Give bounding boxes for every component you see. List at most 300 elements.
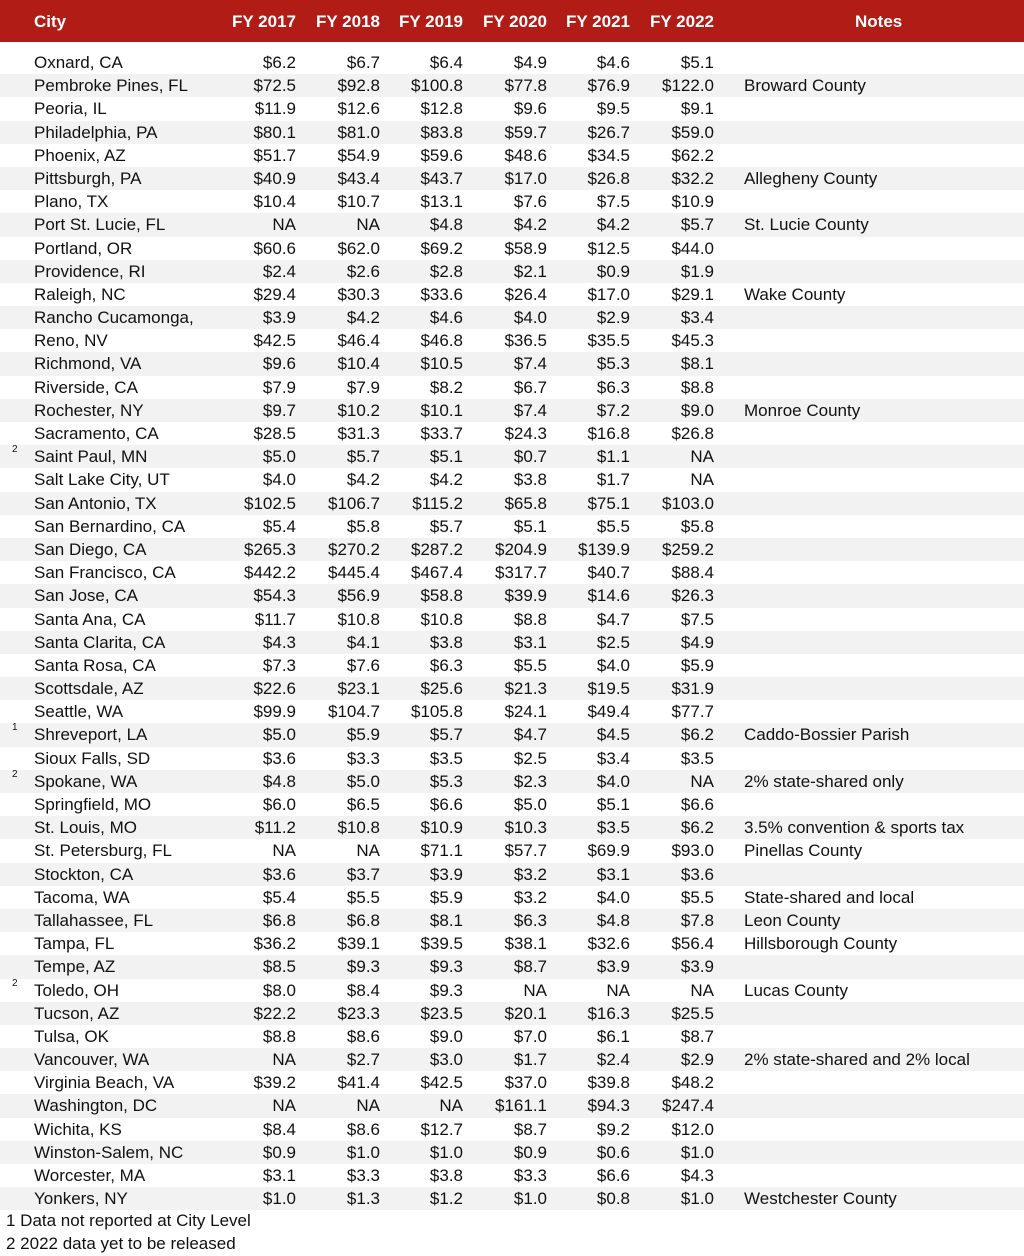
value-cell: $26.7 bbox=[587, 122, 630, 142]
value-cell: $6.3 bbox=[429, 655, 463, 675]
value-cell: $12.0 bbox=[671, 1119, 714, 1139]
value-cell: $22.2 bbox=[253, 1003, 296, 1023]
value-cell: $19.5 bbox=[587, 679, 630, 699]
value-cell: $6.5 bbox=[346, 795, 380, 814]
table-row bbox=[0, 909, 1024, 932]
value-cell: $21.3 bbox=[504, 679, 547, 699]
value-cell: $8.6 bbox=[346, 1119, 380, 1139]
city-cell: Washington, DC bbox=[34, 1096, 158, 1116]
value-cell: $102.5 bbox=[244, 493, 296, 513]
notes-cell: Lucas County bbox=[744, 980, 848, 1000]
value-cell: $35.5 bbox=[587, 331, 630, 351]
notes-cell: 3.5% convention & sports tax bbox=[744, 818, 965, 838]
value-cell: $7.5 bbox=[596, 192, 630, 212]
city-cell: Scottsdale, AZ bbox=[34, 679, 144, 699]
city-cell: Tacoma, WA bbox=[34, 887, 130, 907]
value-cell: $9.6 bbox=[262, 354, 296, 374]
value-cell: $3.8 bbox=[429, 1166, 463, 1185]
value-cell: $4.5 bbox=[596, 725, 630, 745]
notes-cell: Monroe County bbox=[744, 400, 861, 420]
value-cell: $9.0 bbox=[429, 1026, 463, 1046]
value-cell: NA bbox=[690, 470, 714, 490]
value-cell: $8.4 bbox=[346, 980, 380, 1000]
value-cell: $6.6 bbox=[596, 1166, 630, 1185]
value-cell: $81.0 bbox=[337, 122, 380, 142]
header-fy2021: FY 2021 bbox=[566, 12, 630, 31]
value-cell: $9.5 bbox=[596, 99, 630, 119]
value-cell: $6.3 bbox=[513, 910, 547, 930]
city-cell: San Diego, CA bbox=[34, 539, 147, 559]
table-row bbox=[0, 770, 1024, 793]
value-cell: NA bbox=[690, 447, 714, 467]
value-cell: $1.7 bbox=[513, 1050, 547, 1070]
value-cell: $4.3 bbox=[262, 632, 296, 652]
value-cell: $1.9 bbox=[680, 261, 714, 281]
value-cell: $9.3 bbox=[346, 957, 380, 977]
value-cell: $40.7 bbox=[587, 563, 630, 583]
value-cell: $4.2 bbox=[346, 308, 380, 328]
value-cell: $3.5 bbox=[680, 748, 714, 768]
city-cell: Salt Lake City, UT bbox=[34, 470, 170, 490]
value-cell: NA bbox=[690, 980, 714, 1000]
value-cell: $2.4 bbox=[262, 261, 296, 281]
table-row bbox=[0, 376, 1024, 399]
value-cell: $34.5 bbox=[587, 145, 630, 165]
city-cell: Virginia Beach, VA bbox=[34, 1073, 175, 1093]
city-cell: Rochester, NY bbox=[34, 400, 144, 420]
table-row bbox=[0, 260, 1024, 283]
footnote-1: 1 Data not reported at City Level bbox=[6, 1211, 251, 1230]
value-cell: NA bbox=[356, 215, 380, 235]
value-cell: $5.1 bbox=[596, 795, 630, 814]
value-cell: NA bbox=[272, 1050, 296, 1070]
value-cell: $59.7 bbox=[504, 122, 547, 142]
city-cell: Sioux Falls, SD bbox=[34, 748, 151, 768]
table-row bbox=[0, 399, 1024, 422]
value-cell: $8.6 bbox=[346, 1026, 380, 1046]
value-cell: $9.7 bbox=[262, 400, 296, 420]
value-cell: $6.4 bbox=[429, 53, 463, 72]
value-cell: $31.9 bbox=[671, 679, 714, 699]
value-cell: $8.4 bbox=[262, 1119, 296, 1139]
value-cell: $259.2 bbox=[662, 539, 714, 559]
table-row bbox=[0, 561, 1024, 584]
value-cell: $4.0 bbox=[596, 655, 630, 675]
value-cell: $0.7 bbox=[513, 447, 547, 467]
table-row bbox=[0, 1187, 1024, 1210]
value-cell: $5.4 bbox=[262, 887, 296, 907]
value-cell: $1.7 bbox=[596, 470, 630, 490]
city-cell: Stockton, CA bbox=[34, 864, 134, 884]
value-cell: $23.5 bbox=[420, 1003, 463, 1023]
value-cell: $3.3 bbox=[346, 1166, 380, 1185]
value-cell: $94.3 bbox=[587, 1096, 630, 1116]
value-cell: $9.0 bbox=[680, 400, 714, 420]
value-cell: $5.5 bbox=[596, 516, 630, 536]
value-cell: $72.5 bbox=[253, 76, 296, 96]
city-cell: Santa Ana, CA bbox=[34, 609, 146, 629]
value-cell: $4.0 bbox=[596, 887, 630, 907]
value-cell: $4.3 bbox=[680, 1166, 714, 1185]
value-cell: $28.5 bbox=[253, 424, 296, 443]
value-cell: $6.7 bbox=[346, 53, 380, 72]
table-body bbox=[0, 51, 1024, 1210]
value-cell: $49.4 bbox=[587, 702, 630, 722]
value-cell: $100.8 bbox=[411, 76, 463, 96]
value-cell: $3.8 bbox=[429, 632, 463, 652]
value-cell: $3.8 bbox=[513, 470, 547, 490]
table-row bbox=[0, 631, 1024, 654]
value-cell: NA bbox=[690, 771, 714, 791]
value-cell: $10.7 bbox=[337, 192, 380, 212]
city-cell: San Antonio, TX bbox=[34, 493, 157, 513]
value-cell: $80.1 bbox=[253, 122, 296, 142]
value-cell: $33.7 bbox=[420, 424, 463, 443]
value-cell: $5.9 bbox=[680, 655, 714, 675]
footnote-marker: 1 bbox=[12, 722, 18, 734]
city-cell: Toledo, OH bbox=[34, 980, 120, 1000]
footnote-marker: 2 bbox=[12, 977, 18, 989]
city-cell: San Jose, CA bbox=[34, 586, 138, 606]
value-cell: NA bbox=[272, 215, 296, 235]
value-cell: $105.8 bbox=[411, 702, 463, 722]
value-cell: $7.4 bbox=[513, 354, 547, 374]
value-cell: $10.3 bbox=[504, 818, 547, 838]
value-cell: $10.4 bbox=[253, 192, 296, 212]
value-cell: $83.8 bbox=[420, 122, 463, 142]
value-cell: $36.5 bbox=[504, 331, 547, 351]
table-row bbox=[0, 515, 1024, 538]
value-cell: $5.3 bbox=[429, 771, 463, 791]
value-cell: $4.7 bbox=[513, 725, 547, 745]
value-cell: $29.4 bbox=[253, 284, 296, 304]
city-cell: Peoria, IL bbox=[34, 99, 107, 119]
table-row bbox=[0, 213, 1024, 236]
value-cell: $14.6 bbox=[587, 586, 630, 606]
city-cell: San Bernardino, CA bbox=[34, 516, 186, 536]
table-row bbox=[0, 932, 1024, 955]
value-cell: $37.0 bbox=[504, 1073, 547, 1093]
value-cell: $3.1 bbox=[262, 1166, 296, 1185]
city-cell: Shreveport, LA bbox=[34, 725, 148, 745]
notes-cell: Caddo-Bossier Parish bbox=[744, 725, 910, 745]
table-row bbox=[0, 677, 1024, 700]
city-cell: Yonkers, NY bbox=[34, 1189, 128, 1209]
city-cell: Wichita, KS bbox=[34, 1119, 122, 1139]
value-cell: $1.0 bbox=[680, 1142, 714, 1162]
value-cell: $10.1 bbox=[420, 400, 463, 420]
value-cell: $4.0 bbox=[262, 470, 296, 490]
value-cell: $40.9 bbox=[253, 168, 296, 188]
footnote-2: 2 2022 data yet to be released bbox=[6, 1234, 236, 1253]
value-cell: $4.7 bbox=[596, 609, 630, 629]
value-cell: $3.9 bbox=[680, 957, 714, 977]
table-row bbox=[0, 74, 1024, 97]
value-cell: $26.8 bbox=[587, 168, 630, 188]
table-row bbox=[0, 654, 1024, 677]
city-cell: Vancouver, WA bbox=[34, 1050, 150, 1070]
value-cell: $23.3 bbox=[337, 1003, 380, 1023]
value-cell: $62.2 bbox=[671, 145, 714, 165]
value-cell: $1.2 bbox=[429, 1189, 463, 1209]
value-cell: $4.8 bbox=[596, 910, 630, 930]
value-cell: $76.9 bbox=[587, 76, 630, 96]
value-cell: $20.1 bbox=[504, 1003, 547, 1023]
footnote-marker: 2 bbox=[12, 444, 18, 456]
value-cell: $8.2 bbox=[429, 377, 463, 397]
value-cell: $3.3 bbox=[346, 748, 380, 768]
value-cell: $9.6 bbox=[513, 99, 547, 119]
table-row bbox=[0, 306, 1024, 329]
value-cell: $7.9 bbox=[262, 377, 296, 397]
value-cell: $4.9 bbox=[680, 632, 714, 652]
value-cell: $6.2 bbox=[680, 725, 714, 745]
value-cell: $5.0 bbox=[346, 771, 380, 791]
value-cell: $17.0 bbox=[587, 284, 630, 304]
city-cell: Phoenix, AZ bbox=[34, 145, 126, 165]
value-cell: NA bbox=[523, 980, 547, 1000]
city-cell: Pembroke Pines, FL bbox=[34, 76, 189, 96]
value-cell: $24.3 bbox=[504, 424, 547, 443]
value-cell: $317.7 bbox=[495, 563, 547, 583]
value-cell: NA bbox=[272, 841, 296, 861]
value-cell: $45.3 bbox=[671, 331, 714, 351]
value-cell: $5.7 bbox=[429, 516, 463, 536]
value-cell: $3.3 bbox=[513, 1166, 547, 1185]
value-cell: $46.8 bbox=[420, 331, 463, 351]
value-cell: $3.7 bbox=[346, 864, 380, 884]
value-cell: $99.9 bbox=[253, 702, 296, 722]
value-cell: $6.8 bbox=[262, 910, 296, 930]
notes-cell: Hillsborough County bbox=[744, 934, 898, 954]
notes-cell: Broward County bbox=[744, 76, 866, 96]
value-cell: $16.8 bbox=[587, 424, 630, 443]
value-cell: $5.0 bbox=[513, 795, 547, 814]
value-cell: $36.2 bbox=[253, 934, 296, 954]
table-row bbox=[0, 979, 1024, 1002]
value-cell: $1.0 bbox=[346, 1142, 380, 1162]
value-cell: $42.5 bbox=[420, 1073, 463, 1093]
value-cell: $5.0 bbox=[262, 725, 296, 745]
city-cell: Spokane, WA bbox=[34, 771, 138, 791]
value-cell: $2.4 bbox=[596, 1050, 630, 1070]
value-cell: $1.0 bbox=[429, 1142, 463, 1162]
city-cell: Santa Rosa, CA bbox=[34, 655, 156, 675]
city-cell: Tempe, AZ bbox=[34, 957, 116, 977]
value-cell: $4.0 bbox=[596, 771, 630, 791]
value-cell: $3.6 bbox=[262, 864, 296, 884]
city-cell: Worcester, MA bbox=[34, 1166, 146, 1185]
value-cell: $8.8 bbox=[680, 377, 714, 397]
value-cell: $32.2 bbox=[671, 168, 714, 188]
header-city: City bbox=[34, 12, 67, 31]
table-row bbox=[0, 863, 1024, 886]
table-row bbox=[0, 144, 1024, 167]
value-cell: $7.4 bbox=[513, 400, 547, 420]
value-cell: $33.6 bbox=[420, 284, 463, 304]
city-cell: Oxnard, CA bbox=[34, 53, 123, 72]
value-cell: $39.5 bbox=[420, 934, 463, 954]
value-cell: NA bbox=[356, 841, 380, 861]
value-cell: $31.3 bbox=[337, 424, 380, 443]
value-cell: $0.9 bbox=[262, 1142, 296, 1162]
value-cell: $9.2 bbox=[596, 1119, 630, 1139]
city-cell: Providence, RI bbox=[34, 261, 146, 281]
value-cell: $2.5 bbox=[596, 632, 630, 652]
table-row bbox=[0, 283, 1024, 306]
value-cell: $4.2 bbox=[429, 470, 463, 490]
value-cell: $13.1 bbox=[420, 192, 463, 212]
table-row bbox=[0, 747, 1024, 770]
city-cell: San Francisco, CA bbox=[34, 563, 176, 583]
notes-cell: Wake County bbox=[744, 284, 846, 304]
table-row bbox=[0, 538, 1024, 561]
value-cell: $6.6 bbox=[429, 795, 463, 814]
value-cell: $8.7 bbox=[513, 1119, 547, 1139]
table-row bbox=[0, 329, 1024, 352]
table-row bbox=[0, 468, 1024, 491]
city-cell: Rancho Cucamonga, bbox=[34, 308, 194, 328]
table-row bbox=[0, 1071, 1024, 1094]
value-cell: $5.7 bbox=[680, 215, 714, 235]
value-cell: $58.9 bbox=[504, 238, 547, 258]
value-cell: NA bbox=[356, 1096, 380, 1116]
value-cell: $5.5 bbox=[346, 887, 380, 907]
value-cell: $0.9 bbox=[513, 1142, 547, 1162]
value-cell: $43.7 bbox=[420, 168, 463, 188]
value-cell: $77.8 bbox=[504, 76, 547, 96]
value-cell: $1.3 bbox=[346, 1189, 380, 1209]
value-cell: $6.8 bbox=[346, 910, 380, 930]
value-cell: $57.7 bbox=[504, 841, 547, 861]
value-cell: $3.9 bbox=[429, 864, 463, 884]
table-row bbox=[0, 237, 1024, 260]
value-cell: $10.2 bbox=[337, 400, 380, 420]
value-cell: $6.2 bbox=[680, 818, 714, 838]
value-cell: $7.6 bbox=[513, 192, 547, 212]
table-row bbox=[0, 1094, 1024, 1117]
table-row bbox=[0, 1048, 1024, 1071]
table-row bbox=[0, 1025, 1024, 1048]
value-cell: $24.1 bbox=[504, 702, 547, 722]
value-cell: $51.7 bbox=[253, 145, 296, 165]
value-cell: $26.4 bbox=[504, 284, 547, 304]
table-row bbox=[0, 422, 1024, 445]
value-cell: $32.6 bbox=[587, 934, 630, 954]
value-cell: $7.5 bbox=[680, 609, 714, 629]
value-cell: $5.8 bbox=[346, 516, 380, 536]
value-cell: $1.1 bbox=[596, 447, 630, 467]
value-cell: $3.4 bbox=[680, 308, 714, 328]
value-cell: NA bbox=[439, 1096, 463, 1116]
value-cell: $3.6 bbox=[680, 864, 714, 884]
table-row bbox=[0, 492, 1024, 515]
value-cell: $115.2 bbox=[412, 493, 463, 513]
footnote-marker: 2 bbox=[12, 768, 18, 780]
city-cell: Reno, NV bbox=[34, 331, 108, 351]
notes-cell: State-shared and local bbox=[744, 887, 915, 907]
value-cell: $62.0 bbox=[337, 238, 380, 258]
notes-cell: Pinellas County bbox=[744, 841, 863, 861]
value-cell: $106.7 bbox=[328, 493, 380, 513]
value-cell: $4.9 bbox=[513, 53, 547, 72]
value-cell: $3.9 bbox=[262, 308, 296, 328]
value-cell: $1.0 bbox=[513, 1189, 547, 1209]
value-cell: $2.1 bbox=[513, 261, 547, 281]
city-cell: Springfield, MO bbox=[34, 795, 152, 814]
value-cell: $442.2 bbox=[244, 563, 296, 583]
value-cell: $25.6 bbox=[420, 679, 463, 699]
city-cell: Saint Paul, MN bbox=[34, 447, 148, 467]
table-header bbox=[0, 0, 1024, 42]
value-cell: $48.6 bbox=[504, 145, 547, 165]
value-cell: $65.8 bbox=[504, 493, 547, 513]
value-cell: $6.0 bbox=[262, 795, 296, 814]
value-cell: $2.6 bbox=[346, 261, 380, 281]
value-cell: $75.1 bbox=[587, 493, 630, 513]
table-row bbox=[0, 352, 1024, 375]
value-cell: $5.1 bbox=[429, 447, 463, 467]
table-row bbox=[0, 190, 1024, 213]
value-cell: $44.0 bbox=[671, 238, 714, 258]
value-cell: $8.5 bbox=[262, 957, 296, 977]
value-cell: $122.0 bbox=[662, 76, 714, 96]
value-cell: $10.8 bbox=[337, 818, 380, 838]
value-cell: $60.6 bbox=[253, 238, 296, 258]
value-cell: $5.7 bbox=[429, 725, 463, 745]
value-cell: $270.2 bbox=[328, 539, 380, 559]
value-cell: $3.5 bbox=[596, 818, 630, 838]
value-cell: $10.9 bbox=[420, 818, 463, 838]
value-cell: $11.2 bbox=[254, 818, 296, 838]
table-row bbox=[0, 51, 1024, 74]
value-cell: $2.9 bbox=[680, 1050, 714, 1070]
value-cell: $8.8 bbox=[513, 609, 547, 629]
value-cell: $38.1 bbox=[504, 934, 547, 954]
table-row bbox=[0, 816, 1024, 839]
value-cell: $5.8 bbox=[680, 516, 714, 536]
city-cell: Santa Clarita, CA bbox=[34, 632, 166, 652]
value-cell: $4.6 bbox=[596, 53, 630, 72]
value-cell: $4.8 bbox=[429, 215, 463, 235]
value-cell: $5.1 bbox=[680, 53, 714, 72]
value-cell: $6.1 bbox=[596, 1026, 630, 1046]
value-cell: $43.4 bbox=[337, 168, 380, 188]
value-cell: $265.3 bbox=[244, 539, 296, 559]
header-fy2017: FY 2017 bbox=[232, 12, 296, 31]
value-cell: $71.1 bbox=[420, 841, 463, 861]
value-cell: $103.0 bbox=[662, 493, 714, 513]
value-cell: $39.9 bbox=[504, 586, 547, 606]
value-cell: $5.1 bbox=[513, 516, 547, 536]
value-cell: $161.1 bbox=[495, 1096, 547, 1116]
value-cell: $10.8 bbox=[420, 609, 463, 629]
city-cell: St. Petersburg, FL bbox=[34, 841, 172, 861]
value-cell: $23.1 bbox=[337, 679, 380, 699]
value-cell: $5.9 bbox=[346, 725, 380, 745]
value-cell: $3.1 bbox=[513, 632, 547, 652]
table-row bbox=[0, 445, 1024, 468]
value-cell: $4.8 bbox=[262, 771, 296, 791]
value-cell: $42.5 bbox=[253, 331, 296, 351]
value-cell: $4.2 bbox=[513, 215, 547, 235]
table-row bbox=[0, 584, 1024, 607]
value-cell: $54.3 bbox=[253, 586, 296, 606]
value-cell: $4.1 bbox=[346, 632, 380, 652]
value-cell: $0.9 bbox=[596, 261, 630, 281]
value-cell: $12.6 bbox=[337, 99, 380, 119]
table-row bbox=[0, 1141, 1024, 1164]
